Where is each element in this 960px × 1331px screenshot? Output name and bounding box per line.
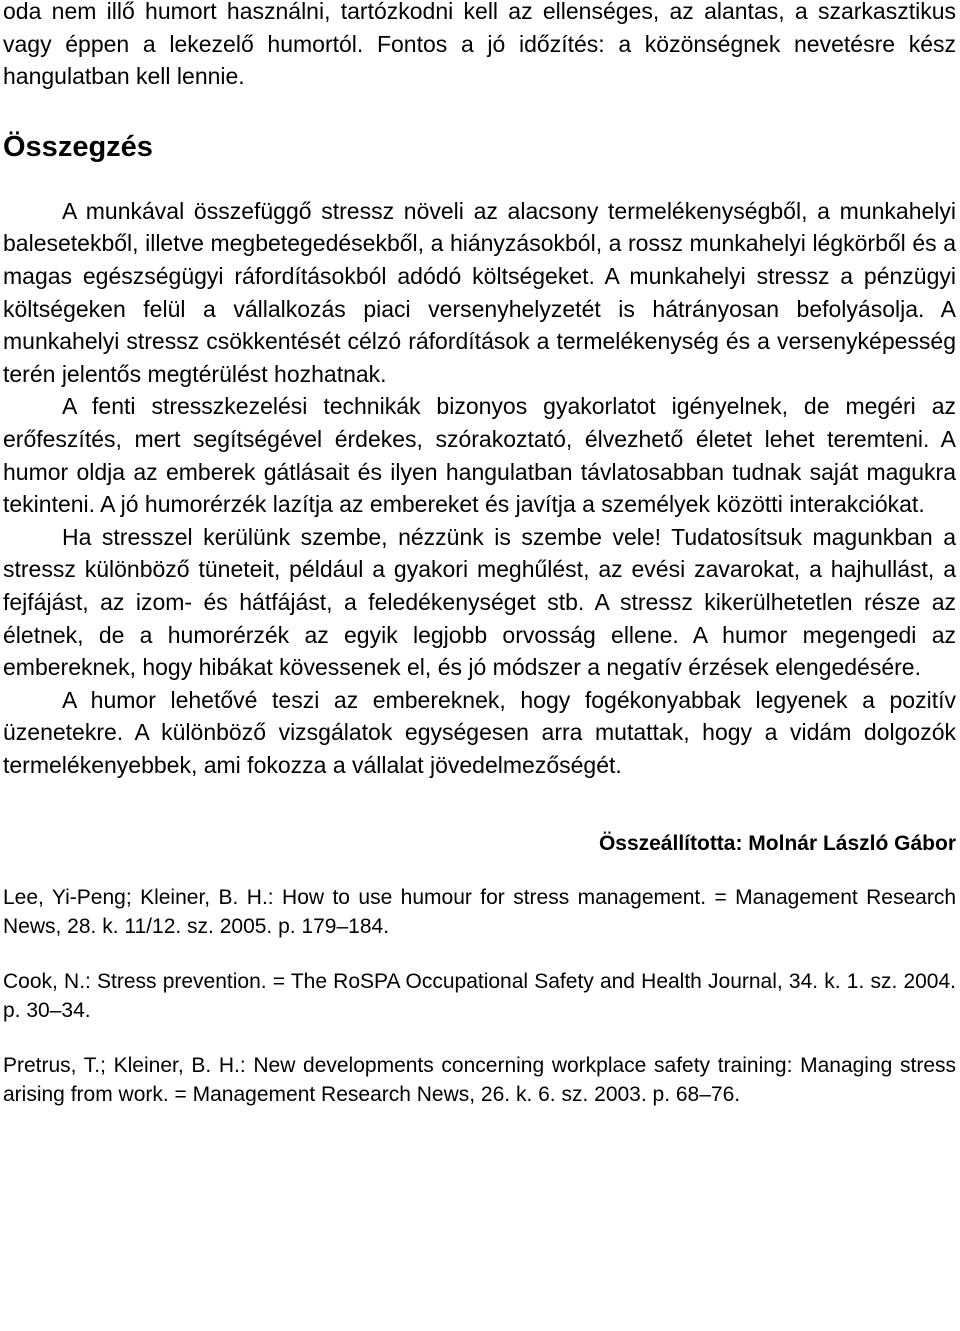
reference-item: Lee, Yi-Peng; Kleiner, B. H.: How to use humour for stress management. = Management Research News, 28. k. 11/12. sz. 2005. p. 179–184. bbox=[3, 886, 956, 939]
intro-paragraph: oda nem illő humort használni, tartózkodni kell az ellenséges, az alantas, a szarkasztikus vagy éppen a lekezelő humortól. Fontos a jó időzítés: a közönségnek nevetésre kész hangulatban kell lennie. bbox=[3, 0, 956, 90]
reference-item: Cook, N.: Stress prevention. = The RoSPA Occupational Safety and Health Journal, 34. k. 1. sz. 2004. p. 30–34. bbox=[3, 970, 956, 1023]
paragraph-3: Ha stresszel kerülünk szembe, nézzünk is szembe vele! Tudatosítsuk magunkban a stressz különböző tüneteit, például a gyakori meghűlést, az evési zavarokat, a hajhullást, a fejfájást, az izom- és hátfájást, a feledékenységet stb. A stressz kikerülhetetlen része az életnek, de a humorérzék az egyik legjobb orvosság ellene. A humor megengedi az embereknek, hogy hibákat kövessenek el, és jó módszer a negatív érzések elengedésére. bbox=[3, 523, 956, 681]
document-page bbox=[3, 0, 956, 1135]
paragraph-1: A munkával összefüggő stressz növeli az alacsony termelékenységből, a munkahelyi balesetekből, illetve megbetegedésekből, a hiányzásokból, a rossz munkahelyi légkörből és a magas egészségügyi ráfordításokból adódó költségeket. A munkahelyi stressz a pénzügyi költségeken felül a vállalkozás piaci versenyhelyzetét is hátrányosan befolyásolja. A munkahelyi stressz csökkentését célzó ráfordítások a termelékenység és a versenyképesség terén jelentős megtérülést hozhatnak. bbox=[3, 197, 956, 387]
reference-item: Pretrus, T.; Kleiner, B. H.: New developments concerning workplace safety training: Managing stress arising from work. = Management Research News, 26. k. 6. sz. 2003. p. 68–76. bbox=[3, 1054, 956, 1107]
paragraph-2: A fenti stresszkezelési technikák bizonyos gyakorlatot igényelnek, de megéri az erőfeszítés, mert segítségével érdekes, szórakoztató, élvezhető életet lehet teremteni. A humor oldja az emberek gátlásait és ilyen hangulatban távlatosabban tudnak saját magukra tekinteni. A jó humorérzék lazítja az embereket és javítja a személyek közötti interakciókat. bbox=[3, 393, 956, 518]
section-heading: Összegzés bbox=[3, 130, 153, 163]
paragraph-4: A humor lehetővé teszi az embereknek, hogy fogékonyabbak legyenek a pozitív üzenetekre. A különböző vizsgálatok egységesen arra mutattak, hogy a vidám dolgozók termelékenyebbek, ami fokozza a vállalat jövedelmezőségét. bbox=[3, 686, 956, 778]
reference-list bbox=[3, 883, 956, 1109]
author-credit: Összeállította: Molnár László Gábor bbox=[598, 832, 956, 856]
